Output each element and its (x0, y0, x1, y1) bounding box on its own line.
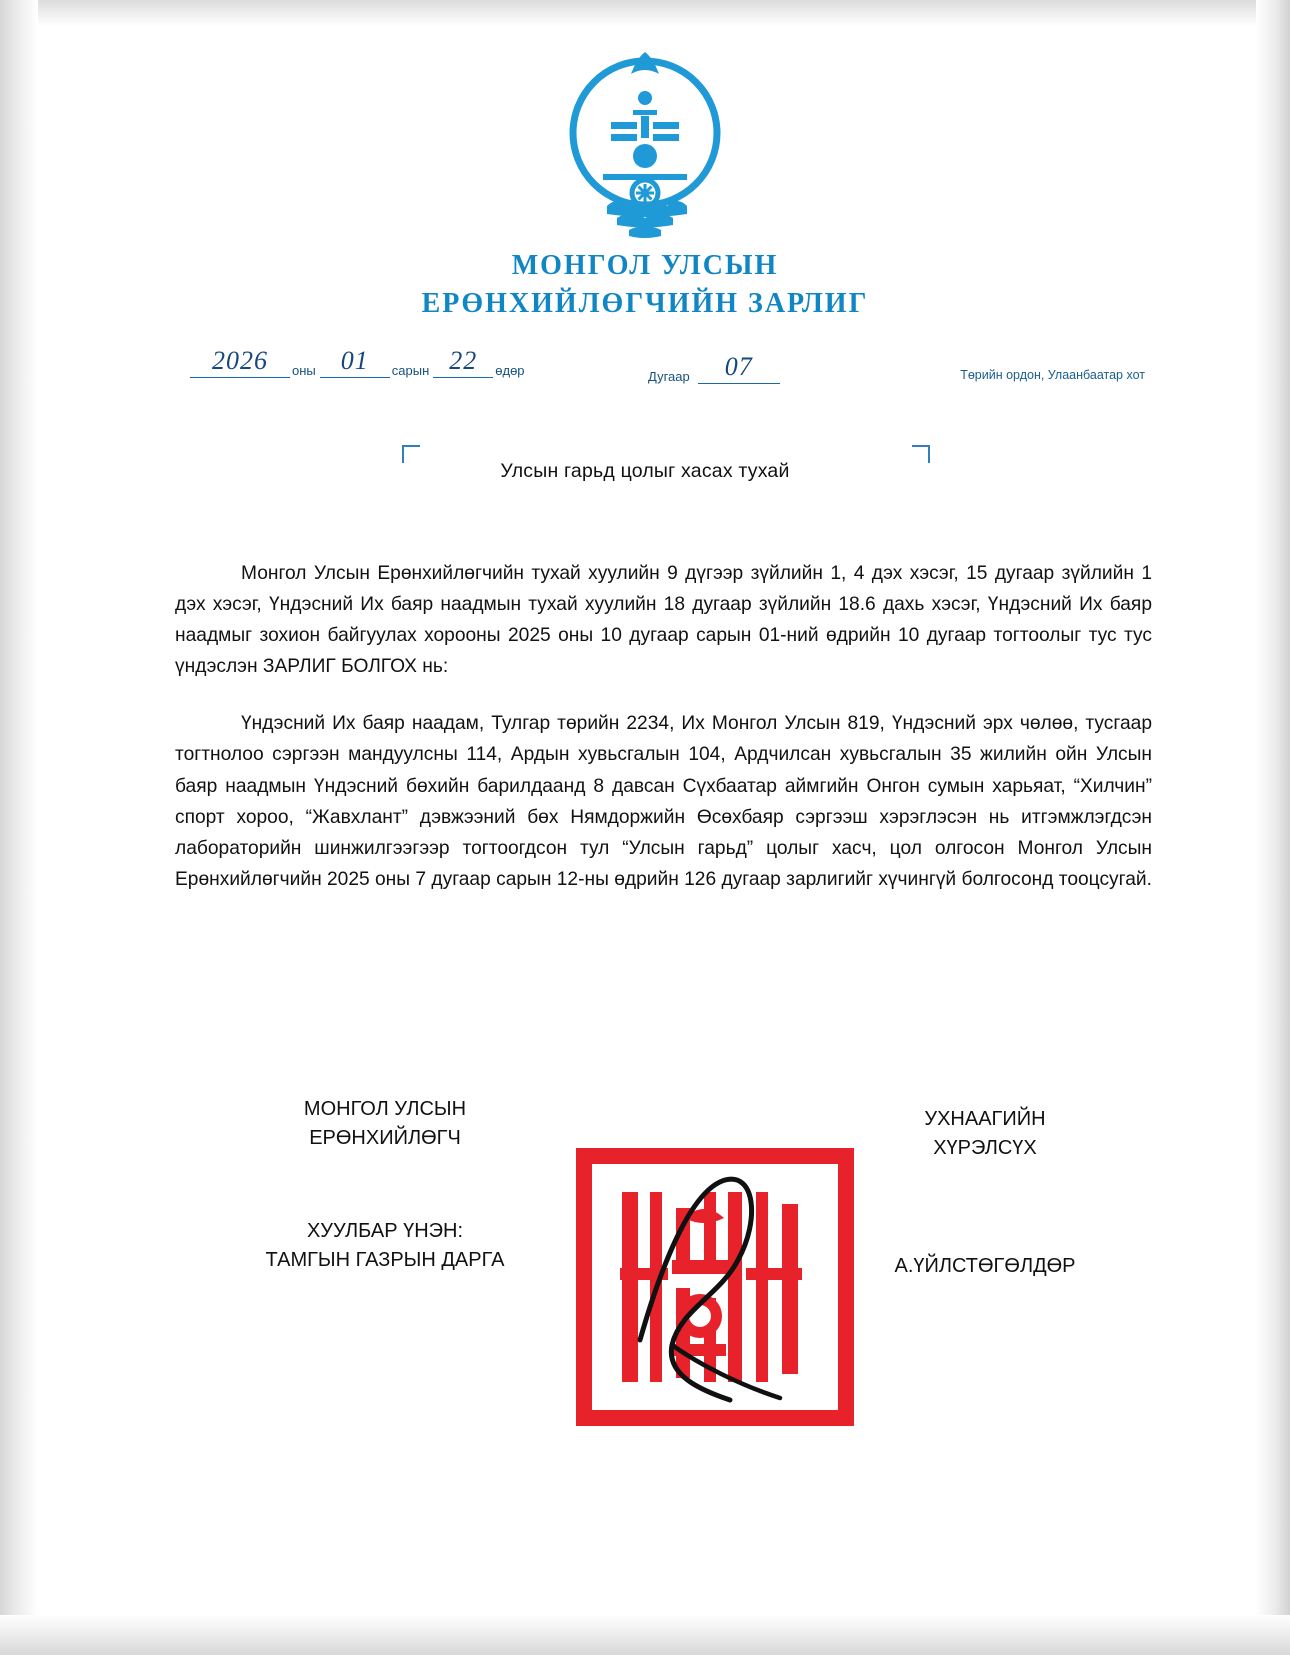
bracket-right-icon (912, 445, 930, 463)
date-day-label: өдөр (495, 363, 525, 378)
bracket-left-icon (402, 445, 420, 463)
red-official-seal-icon (576, 1148, 854, 1426)
copy-certifier-name: А.ҮЙЛСТӨГӨЛДӨР (894, 1255, 1076, 1277)
soyombo-state-emblem-icon (545, 38, 745, 248)
document-title (0, 250, 1290, 320)
body-paragraph-2: Үндэсний Их баяр наадам, Тулгар төрийн 2234, Их Монгол Улсын 819, Үндэсний эрх чөлөө, тусгаар тогтнолоо сэргээн мандуулсны 114, Ардын хувьсгалын 104, Ардчилсан хувьсгалын 35 жилийн ойн Улсын баяр наадмын Үндэсний бөхийн барилдаанд 8 давсан Сүхбаатар аймгийн Онгон сумын харьяат, “Хилчин” спорт хороо, “Жавхлант” дэвжээний бөх Нямдоржийн Өсөхбаяр сэргээш хэрэглэсэн нь итгэмжлэгдсэн лабораторийн шинжилгээгээр тогтоогдсон тул “Улсын гарьд” цолыг хасч, цол олгосон Монгол Улсын Ерөнхийлөгчийн 2025 оны 7 дугаар сарын 12-ны өдрийн 126 дугаар зарлигийг хүчингүй болгосонд тооцсугай. (175, 713, 1152, 890)
date-year-label: оны (292, 363, 316, 378)
signatory-name-line-1: УХНААГИЙН (924, 1108, 1046, 1130)
signatory-title (175, 1095, 595, 1153)
copy-certification (175, 1217, 595, 1275)
title-line-1: МОНГОЛ УЛСЫН (511, 250, 779, 281)
copy-certification-line-2: ТАМГЫН ГАЗРЫН ДАРГА (265, 1249, 505, 1271)
date-month-label: сарын (391, 363, 430, 378)
title-line-2: ЕРӨНХИЙЛӨГЧИЙН ЗАРЛИГ (421, 288, 869, 319)
document-body (175, 558, 1152, 895)
decree-number-field[interactable]: 07 (698, 352, 780, 384)
date-day-field[interactable]: 22 (433, 346, 493, 378)
decree-number-group (648, 352, 780, 384)
scan-shadow-top (0, 0, 1290, 26)
copy-certification-line-1: ХУУЛБАР ҮНЭН: (306, 1220, 464, 1242)
date-group (190, 346, 529, 378)
issue-place: Төрийн ордон, Улаанбаатар хот (960, 368, 1145, 382)
date-year-field[interactable]: 2026 (190, 346, 290, 378)
body-paragraph-1: Монгол Улсын Ерөнхийлөгчийн тухай хуулийн 9 дүгээр зүйлийн 1, 4 дэх хэсэг, 15 дугаар зүйлийн 1 дэх хэсэг, Үндэсний Их баяр наадмын тухай хуулийн 18 дугаар зүйлийн 18.6 дахь хэсэг, Үндэсний Их баяр наадмыг зохион байгуулах хорооны 2025 оны 10 дугаар сарын 01-ний өдрийн 10 дугаар тогтоолыг тус тус үндэслэн ЗАРЛИГ БОЛГОХ нь: (175, 563, 1152, 678)
scan-shadow-right (1256, 0, 1290, 1655)
date-month-field[interactable]: 01 (320, 346, 390, 378)
subject-text: Улсын гарьд цолыг хасах тухай (500, 460, 790, 482)
scan-shadow-bottom (0, 1615, 1290, 1655)
signatory-name-line-2: ХҮРЭЛСҮХ (933, 1137, 1037, 1159)
signatory-name (820, 1105, 1150, 1163)
decree-number-label: Дугаар (648, 369, 690, 384)
signatory-title-line-2: ЕРӨНХИЙЛӨГЧ (309, 1127, 461, 1149)
signatory-title-line-1: МОНГОЛ УЛСЫН (303, 1098, 467, 1120)
scan-shadow-left (0, 0, 38, 1655)
subject-block (0, 445, 1290, 483)
document-meta-row (0, 346, 1290, 390)
